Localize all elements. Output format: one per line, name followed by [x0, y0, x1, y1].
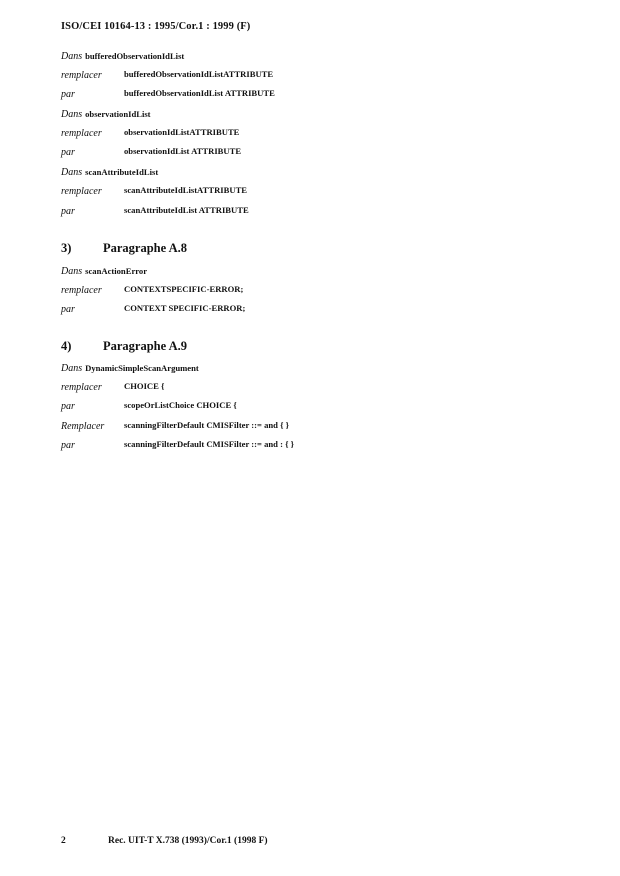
old-text: observationIdListATTRIBUTE — [124, 127, 240, 137]
remplacer-line — [61, 282, 244, 296]
page-header: ISO/CEI 10164-13 : 1995/Cor.1 : 1999 (F) — [61, 21, 251, 32]
remplacer-keyword: remplacer — [61, 128, 102, 139]
new-text: observationIdList ATTRIBUTE — [124, 146, 242, 156]
remplacer-keyword: remplacer — [61, 70, 102, 81]
old-text: bufferedObservationIdListATTRIBUTE — [124, 69, 274, 79]
old-text: CHOICE { — [124, 381, 165, 391]
dans-keyword: Dans — [61, 266, 83, 277]
old-text: CONTEXTSPECIFIC-ERROR; — [124, 284, 244, 294]
par-keyword: par — [61, 440, 75, 451]
par-keyword: par — [61, 304, 75, 315]
target-identifier: bufferedObservationIdList — [85, 51, 185, 61]
par-keyword: par — [61, 147, 75, 158]
new-text: scanAttributeIdList ATTRIBUTE — [124, 205, 249, 215]
page-footer — [61, 834, 361, 848]
section-title: Paragraphe A.9 — [103, 339, 188, 353]
dans-keyword: Dans — [61, 51, 83, 62]
section-number: 3) — [61, 241, 72, 255]
dans-keyword: Dans — [61, 109, 83, 120]
section-3-heading — [61, 240, 188, 256]
par-keyword: par — [61, 206, 75, 217]
target-identifier: DynamicSimpleScanArgument — [85, 363, 199, 373]
section-4-heading — [61, 338, 188, 354]
target-identifier: observationIdList — [85, 109, 151, 119]
target-identifier: scanAttributeIdList — [85, 167, 159, 177]
new-text: bufferedObservationIdList ATTRIBUTE — [124, 88, 275, 98]
remplacer-line — [61, 67, 274, 81]
par-line — [61, 203, 249, 217]
remplacer-keyword: Remplacer — [61, 421, 105, 432]
dans-line-scan-action-error — [61, 263, 147, 277]
par-line — [61, 301, 246, 315]
new-text: scanningFilterDefault CMISFilter ::= and : { } — [124, 439, 295, 449]
par-line — [61, 437, 295, 451]
section-title: Paragraphe A.8 — [103, 241, 188, 255]
target-identifier: scanActionError — [85, 266, 148, 276]
dans-keyword: Dans — [61, 167, 83, 178]
par-line — [61, 86, 275, 100]
dans-keyword: Dans — [61, 363, 83, 374]
remplacer-line — [61, 125, 240, 139]
remplacer-keyword: remplacer — [61, 382, 102, 393]
remplacer-line — [61, 418, 289, 432]
dans-line-observation-id-list — [61, 106, 151, 120]
old-text: scanningFilterDefault CMISFilter ::= and { } — [124, 420, 289, 430]
page-number: 2 — [61, 836, 66, 846]
par-keyword: par — [61, 401, 75, 412]
new-text: CONTEXT SPECIFIC-ERROR; — [124, 303, 246, 313]
dans-line-buffered-observation-id-list — [61, 48, 184, 62]
par-line — [61, 398, 237, 412]
dans-line-dynamic-simple-scan-argument — [61, 360, 199, 374]
par-line — [61, 144, 242, 158]
remplacer-keyword: remplacer — [61, 285, 102, 296]
par-keyword: par — [61, 89, 75, 100]
footer-reference: Rec. UIT-T X.738 (1993)/Cor.1 (1998 F) — [108, 836, 268, 846]
remplacer-line — [61, 379, 165, 393]
remplacer-keyword: remplacer — [61, 186, 102, 197]
dans-line-scan-attribute-id-list — [61, 164, 158, 178]
old-text: scanAttributeIdListATTRIBUTE — [124, 185, 248, 195]
new-text: scopeOrListChoice CHOICE { — [124, 400, 237, 410]
section-number: 4) — [61, 339, 72, 353]
remplacer-line — [61, 183, 248, 197]
